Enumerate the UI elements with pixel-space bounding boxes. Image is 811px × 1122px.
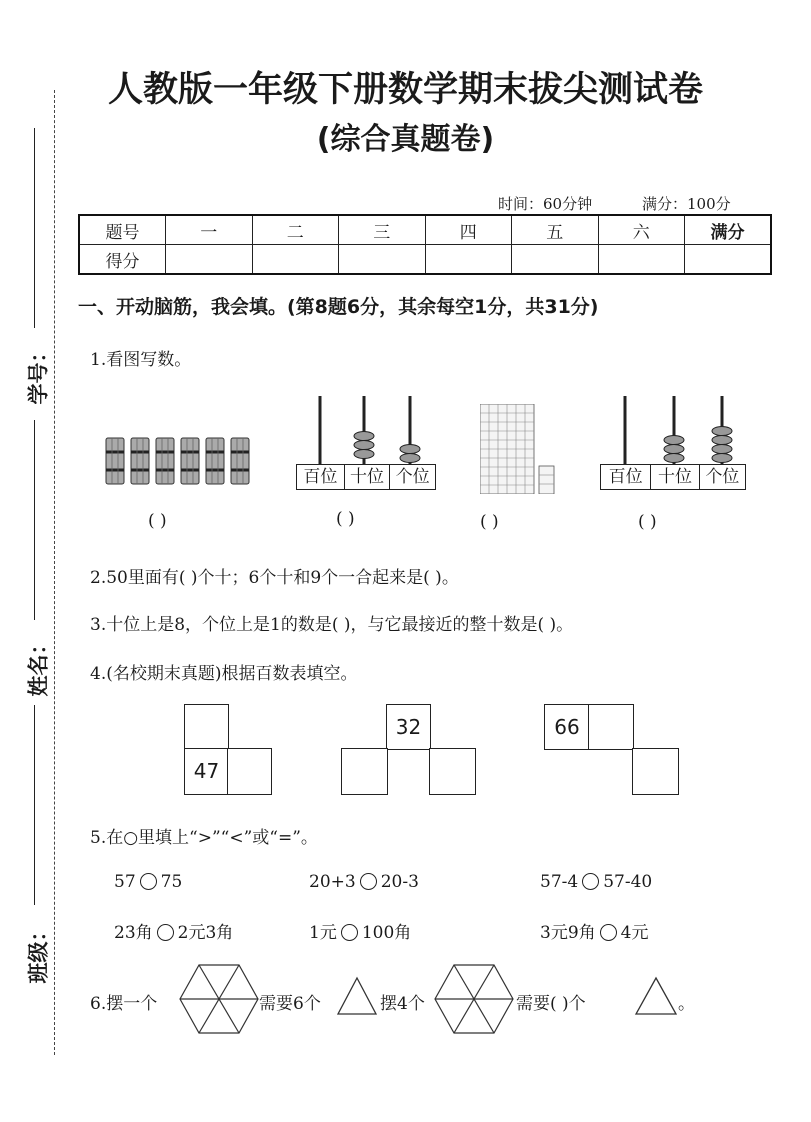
answer-blank-4[interactable]: ( )	[638, 512, 657, 532]
compare-left: 57-4	[540, 872, 579, 892]
score-cell: 二	[252, 215, 339, 245]
compare-right: 57-40	[603, 872, 653, 892]
compare-right: 75	[160, 872, 183, 892]
question-6-part-3: 摆4个	[380, 994, 425, 1014]
hundred-chart-cell-given: 66	[544, 704, 590, 750]
score-cell: 六	[598, 215, 685, 245]
compare-item	[114, 872, 182, 892]
hundred-blocks-image	[480, 404, 556, 494]
hundreds-label: 百位	[601, 465, 651, 489]
compare-left: 20+3	[309, 872, 356, 892]
compare-circle[interactable]	[582, 873, 599, 890]
score-cell: 五	[512, 215, 599, 245]
hundred-chart-cell[interactable]	[227, 748, 272, 795]
name-line	[34, 420, 35, 620]
compare-right: 20-3	[380, 872, 419, 892]
hundred-chart-cell[interactable]	[632, 748, 679, 795]
hundred-chart-cell[interactable]	[341, 748, 388, 795]
compare-item	[540, 918, 648, 943]
question-6-part-2: 需要6个	[259, 994, 321, 1014]
question-4: 4.(名校期末真题)根据百数表填空。	[90, 664, 358, 684]
score-cell: 一	[166, 215, 253, 245]
compare-item	[540, 872, 652, 892]
compare-item	[309, 918, 411, 943]
class-line	[34, 705, 35, 905]
score-table	[78, 214, 772, 275]
score-input-cell[interactable]	[339, 245, 426, 275]
question-6-part-1: 6.摆一个	[90, 994, 158, 1014]
score-input-cell[interactable]	[598, 245, 685, 275]
class-label: 班级：	[26, 920, 51, 984]
score-cell: 题号	[79, 215, 166, 245]
question-3: 3.十位上是8，个位上是1的数是( )，与它最接近的整十数是( )。	[90, 615, 574, 635]
compare-right: 4元	[620, 923, 649, 943]
compare-item	[114, 918, 233, 943]
score-cell: 四	[425, 215, 512, 245]
abacus-2-place-labels	[600, 464, 746, 490]
score-cell: 得分	[79, 245, 166, 275]
section-1-heading: 一、开动脑筋，我会填。(第8题6分，其余每空1分，共31分)	[78, 296, 599, 318]
abacus-1-place-labels	[296, 464, 436, 490]
abacus-2-rods	[600, 394, 746, 464]
answer-blank-3[interactable]: ( )	[480, 512, 499, 532]
question-1: 1.看图写数。	[90, 350, 192, 370]
compare-right: 100角	[361, 923, 412, 943]
student-id-line	[34, 128, 35, 328]
compare-circle[interactable]	[157, 924, 174, 941]
hundred-chart-cell-given: 32	[386, 704, 431, 750]
hundred-chart-cell[interactable]	[588, 704, 634, 750]
abacus-1-rods	[296, 394, 436, 464]
score-table-score-row	[79, 245, 771, 275]
tens-label: 十位	[651, 465, 699, 489]
question-6-part-4: 需要( )个	[516, 994, 586, 1014]
page-subtitle: (综合真题卷)	[316, 122, 495, 157]
compare-item	[309, 872, 419, 892]
hundreds-label: 百位	[297, 465, 345, 489]
question-6-part-5: 。	[678, 994, 695, 1014]
exam-time: 时间：60分钟	[498, 195, 593, 213]
compare-circle[interactable]	[600, 924, 617, 941]
score-input-cell[interactable]	[166, 245, 253, 275]
score-input-cell[interactable]	[685, 245, 772, 275]
triangle-icon	[336, 976, 378, 1016]
score-input-cell[interactable]	[425, 245, 512, 275]
question-2: 2.50里面有( )个十；6个十和9个一合起来是( )。	[90, 568, 459, 588]
score-cell: 三	[339, 215, 426, 245]
full-score: 满分：100分	[642, 195, 731, 213]
answer-blank-1[interactable]: ( )	[148, 511, 167, 531]
student-id-label: 学号：	[26, 341, 51, 405]
compare-left: 1元	[309, 923, 337, 943]
score-input-cell[interactable]	[252, 245, 339, 275]
compare-left: 3元9角	[540, 923, 596, 943]
compare-left: 23角	[114, 923, 153, 943]
tens-label: 十位	[345, 465, 391, 489]
compare-circle[interactable]	[140, 873, 157, 890]
bundles-of-sticks-image	[104, 434, 250, 488]
hexagon-icon	[179, 963, 259, 1035]
score-table-header-row	[79, 215, 771, 245]
score-input-cell[interactable]	[512, 245, 599, 275]
answer-blank-2[interactable]: ( )	[336, 509, 355, 529]
score-cell: 满分	[685, 215, 772, 245]
hundred-chart-cell[interactable]	[184, 704, 229, 750]
ones-label: 个位	[705, 467, 740, 487]
ones-label: 个位	[395, 467, 430, 487]
page-title: 人教版一年级下册数学期末拔尖测试卷	[107, 70, 703, 110]
name-label: 姓名：	[26, 633, 51, 697]
compare-circle[interactable]	[341, 924, 358, 941]
compare-circle[interactable]	[360, 873, 377, 890]
binding-dashed-line	[54, 90, 55, 1055]
hexagon-icon	[434, 963, 514, 1035]
compare-left: 57	[114, 872, 136, 892]
hundred-chart-cell-given: 47	[184, 748, 229, 795]
hundred-chart-cell[interactable]	[429, 748, 476, 795]
question-5: 5.在○里填上“>”“<”或“=”。	[90, 828, 318, 848]
triangle-icon	[634, 976, 678, 1016]
compare-right: 2元3角	[177, 923, 234, 943]
